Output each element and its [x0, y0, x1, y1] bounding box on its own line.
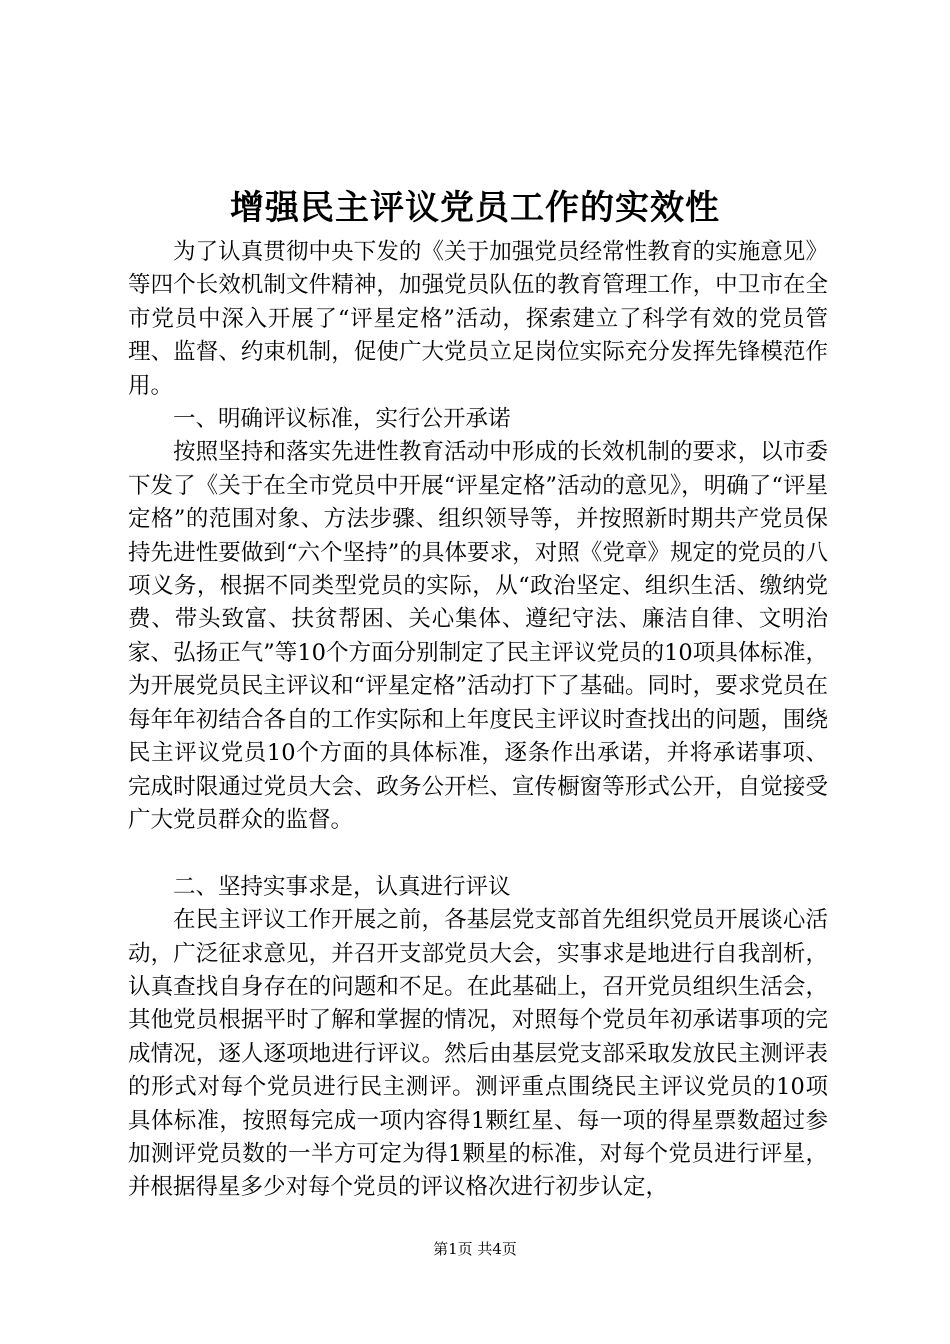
page-number-footer: 第1页 共4页 [433, 1240, 517, 1258]
section-heading-1: 一、明确评议标准，实行公开承诺 [173, 406, 511, 433]
intro-paragraph: 为了认真贯彻中央下发的《关于加强党员经常性教育的实施意见》等四个长效机制文件精神，加强党员队伍的教育管理工作，中卫市在全市党员中深入开展了“评星定格”活动，探索建立了科学有效的党员管理、监督、约束机制，促使广大党员立足岗位实际充分发挥先锋模范作用。 [128, 239, 828, 399]
document-body [128, 236, 828, 1205]
document-title: 增强民主评议党员工作的实效性 [230, 188, 720, 228]
paragraph-spacer [128, 837, 828, 870]
section-1-paragraph: 按照坚持和落实先进性教育活动中形成的长效机制的要求，以市委下发了《关于在全市党员中开展“评星定格”活动的意见》，明确了“评星定格”的范围对象、方法步骤、组织领导等，并按照新时期共产党员保持先进性要做到“六个坚持”的具体要求，对照《党章》规定的党员的八项义务，根据不同类型党员的实际，从“政治坚定、组织生活、缴纳党费、带头致富、扶贫帮困、关心集体、遵纪守法、廉洁自律、文明治家、弘扬正气”等10个方面分别制定了民主评议党员的10项具体标准，为开展党员民主评议和“评星定格”活动打下了基础。同时，要求党员在每年年初结合各自的工作实际和上年度民主评议时查找出的问题，围绕民主评议党员10个方面的具体标准，逐条作出承诺，并将承诺事项、完成时限通过党员大会、政务公开栏、宣传橱窗等形式公开，自觉接受广大党员群众的监督。 [128, 439, 828, 833]
section-heading-2: 二、坚持实事求是，认真进行评议 [173, 873, 511, 900]
section-2-paragraph: 在民主评议工作开展之前，各基层党支部首先组织党员开展谈心活动，广泛征求意见，并召开支部党员大会，实事求是地进行自我剖析，认真查找自身存在的问题和不足。在此基础上，召开党员组织生活会，其他党员根据平时了解和掌握的情况，对照每个党员年初承诺事项的完成情况，逐人逐项地进行评议。然后由基层党支部采取发放民主测评表的形式对每个党员进行民主测评。测评重点围绕民主评议党员的10项具体标准，按照每完成一项内容得1颗红星、每一项的得星票数超过参加测评党员数的一半方可定为得1颗星的标准，对每个党员进行评星，并根据得星多少对每个党员的评议格次进行初步认定， [128, 907, 828, 1201]
